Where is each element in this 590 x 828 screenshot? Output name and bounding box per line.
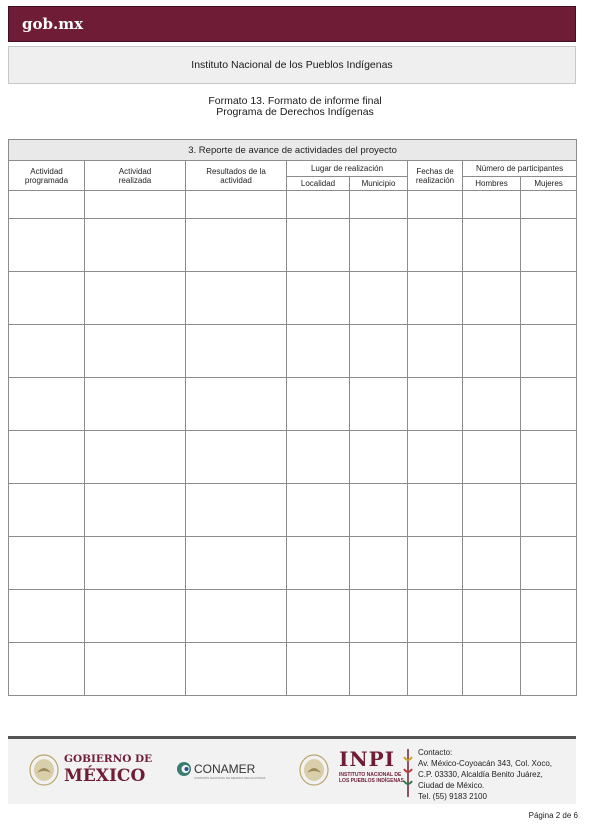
contact-info	[418, 747, 552, 802]
table-cell[interactable]	[287, 325, 350, 378]
table-cell[interactable]	[408, 325, 463, 378]
header-actividad-realizada	[85, 161, 186, 191]
header-lugar: Lugar de realización	[287, 161, 408, 177]
table-body	[9, 191, 577, 696]
table-row	[9, 537, 577, 590]
table-cell[interactable]	[350, 643, 408, 696]
table-cell[interactable]	[9, 537, 85, 590]
table-cell[interactable]	[287, 643, 350, 696]
table-cell[interactable]	[9, 431, 85, 484]
table-cell[interactable]	[85, 643, 186, 696]
table-cell[interactable]	[463, 537, 521, 590]
table-cell[interactable]	[350, 191, 408, 219]
table-cell[interactable]	[9, 484, 85, 537]
header-label: Fechas de realización	[415, 166, 455, 185]
table-cell[interactable]	[463, 219, 521, 272]
table-cell[interactable]	[85, 537, 186, 590]
table-cell[interactable]	[408, 272, 463, 325]
table-cell[interactable]	[463, 431, 521, 484]
table-cell[interactable]	[186, 643, 287, 696]
address-line: C.P. 03330, Alcaldía Benito Juárez,	[418, 770, 543, 779]
table-cell[interactable]	[186, 219, 287, 272]
conamer-logo-icon	[176, 761, 192, 777]
table-cell[interactable]	[186, 272, 287, 325]
table-row	[9, 484, 577, 537]
table-row	[9, 590, 577, 643]
table-cell[interactable]	[350, 484, 408, 537]
table-cell[interactable]	[350, 219, 408, 272]
table-cell[interactable]	[521, 272, 577, 325]
table-cell[interactable]	[408, 537, 463, 590]
table-cell[interactable]	[408, 431, 463, 484]
table-row	[9, 219, 577, 272]
header-label: Actividad realizada	[118, 166, 152, 185]
table-cell[interactable]	[85, 272, 186, 325]
table-cell[interactable]	[85, 378, 186, 431]
table-cell[interactable]	[186, 590, 287, 643]
table-cell[interactable]	[85, 484, 186, 537]
table-cell[interactable]	[85, 325, 186, 378]
header-participantes: Número de participantes	[463, 161, 577, 177]
table-row	[9, 272, 577, 325]
table-row	[9, 431, 577, 484]
gobmx-logo[interactable]: gob.mx	[22, 15, 84, 33]
table-cell[interactable]	[521, 219, 577, 272]
header-label: Resultados de la actividad	[206, 166, 266, 185]
table-cell[interactable]	[287, 219, 350, 272]
table-cell[interactable]	[287, 431, 350, 484]
table-cell[interactable]	[521, 378, 577, 431]
table-cell[interactable]	[463, 590, 521, 643]
footer-logos	[8, 736, 576, 804]
table-cell[interactable]	[186, 191, 287, 219]
table-cell[interactable]	[350, 590, 408, 643]
table-cell[interactable]	[408, 378, 463, 431]
table-cell[interactable]	[287, 590, 350, 643]
table-cell[interactable]	[287, 272, 350, 325]
table-cell[interactable]	[287, 191, 350, 219]
contact-label: Contacto:	[418, 748, 453, 757]
table-cell[interactable]	[521, 537, 577, 590]
table-cell[interactable]	[408, 643, 463, 696]
table-cell[interactable]	[463, 484, 521, 537]
activity-report-table	[8, 139, 577, 696]
header-localidad: Localidad	[287, 177, 350, 191]
table-cell[interactable]	[287, 484, 350, 537]
table-cell[interactable]	[9, 643, 85, 696]
table-row	[9, 643, 577, 696]
table-cell[interactable]	[85, 590, 186, 643]
table-cell[interactable]	[463, 643, 521, 696]
indigenous-figure-icon	[401, 747, 415, 799]
table-cell[interactable]	[350, 378, 408, 431]
table-cell[interactable]	[463, 378, 521, 431]
table-cell[interactable]	[287, 378, 350, 431]
phone-number: Tel. (55) 9183 2100	[418, 792, 487, 801]
inpi-logo: INPI	[339, 747, 396, 771]
table-cell[interactable]	[408, 191, 463, 219]
table-cell[interactable]	[186, 484, 287, 537]
table-cell[interactable]	[521, 325, 577, 378]
header-hombres: Hombres	[463, 177, 521, 191]
table-cell[interactable]	[9, 590, 85, 643]
section-title: 3. Reporte de avance de actividades del proyecto	[9, 140, 577, 161]
inpi-subtitle: INSTITUTO NACIONAL DE LOS PUEBLOS INDÍGENAS	[339, 772, 405, 784]
table-cell[interactable]	[408, 219, 463, 272]
table-cell[interactable]	[9, 325, 85, 378]
header-mujeres: Mujeres	[521, 177, 577, 191]
table-cell[interactable]	[186, 378, 287, 431]
table-cell[interactable]	[350, 537, 408, 590]
header-resultados	[186, 161, 287, 191]
header-label: Actividad programada	[24, 166, 69, 185]
table-cell[interactable]	[521, 484, 577, 537]
table-cell[interactable]	[521, 191, 577, 219]
header-municipio: Municipio	[350, 177, 408, 191]
conamer-subtitle: COMISIÓN NACIONAL DE MEJORA REGULATORIA	[194, 776, 266, 780]
table-cell[interactable]	[9, 219, 85, 272]
table-row	[9, 378, 577, 431]
table-cell[interactable]	[463, 191, 521, 219]
gobierno-de-mexico-logo: GOBIERNO DE	[64, 753, 153, 765]
table-cell[interactable]	[85, 219, 186, 272]
table-cell[interactable]	[287, 537, 350, 590]
table-cell[interactable]	[408, 484, 463, 537]
gobierno-de-mexico-logo-mexico: MÉXICO	[64, 766, 146, 786]
table-cell[interactable]	[186, 537, 287, 590]
document-title: Formato 13. Formato de informe final	[208, 95, 382, 107]
page-number: Página 2 de 6	[528, 811, 578, 820]
table-cell[interactable]	[350, 431, 408, 484]
table-cell[interactable]	[521, 643, 577, 696]
table-cell[interactable]	[9, 378, 85, 431]
table-cell[interactable]	[350, 325, 408, 378]
table-row	[9, 325, 577, 378]
table-row	[9, 191, 577, 219]
institute-name: Instituto Nacional de los Pueblos Indígenas	[191, 59, 393, 71]
table-cell[interactable]	[350, 272, 408, 325]
header-fechas	[408, 161, 463, 191]
table-cell[interactable]	[186, 325, 287, 378]
program-name: Programa de Derechos Indígenas	[216, 106, 374, 118]
table-cell[interactable]	[85, 191, 186, 219]
address-line: Av. México-Coyoacán 343, Col. Xoco,	[418, 759, 552, 768]
table-cell[interactable]	[9, 272, 85, 325]
inpi-seal-icon	[298, 753, 330, 787]
table-cell[interactable]	[186, 431, 287, 484]
institute-banner	[8, 46, 576, 84]
table-cell[interactable]	[85, 431, 186, 484]
table-cell[interactable]	[463, 272, 521, 325]
header-actividad-programada	[9, 161, 85, 191]
table-cell[interactable]	[9, 191, 85, 219]
table-cell[interactable]	[408, 590, 463, 643]
coat-of-arms-icon	[28, 753, 60, 787]
address-line: Ciudad de México.	[418, 781, 485, 790]
table-cell[interactable]	[521, 431, 577, 484]
table-cell[interactable]	[521, 590, 577, 643]
top-header-bar	[8, 6, 576, 42]
table-cell[interactable]	[463, 325, 521, 378]
conamer-logo: CONAMER	[194, 762, 256, 776]
